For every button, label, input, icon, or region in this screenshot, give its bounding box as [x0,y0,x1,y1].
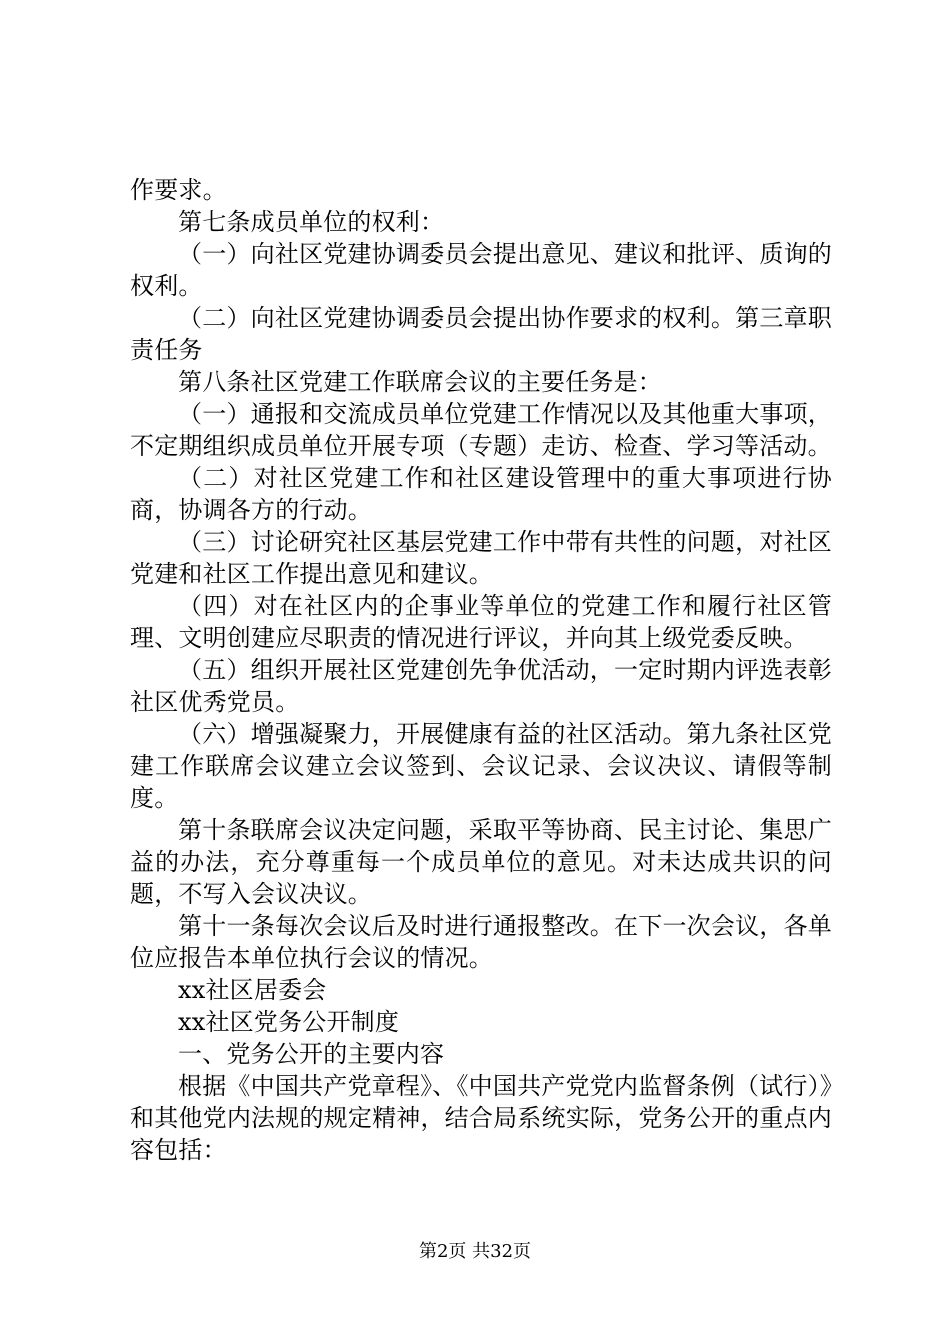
section-title: xx社区党务公开制度 [178,1008,400,1036]
signature-line: xx社区居委会 [178,976,327,1004]
paragraph: （三）讨论研究社区基层党建工作中带有共性的问题，对社区党建和社区工作提出意见和建议。 [130,528,832,588]
paragraph: （二）对社区党建工作和社区建设管理中的重大事项进行协商，协调各方的行动。 [130,464,832,524]
paragraph: （四）对在社区内的企事业等单位的党建工作和履行社区管理、文明创建应尽职责的情况进行评议，并向其上级党委反映。 [130,592,832,652]
paragraph: 作要求。 [130,176,227,204]
paragraph: 第八条社区党建工作联席会议的主要任务是： [178,368,662,396]
paragraph: 第七条成员单位的权利： [178,208,445,236]
paragraph: 第十条联席会议决定问题，采取平等协商、民主讨论、集思广益的办法，充分尊重每一个成员单位的意见。对未达成共识的问题，不写入会议决议。 [130,816,832,908]
page-number-footer: 第2页 共32页 [418,1241,532,1262]
paragraph: 根据《中国共产党章程》、《中国共产党党内监督条例（试行）》和其他党内法规的规定精神，结合局系统实际，党务公开的重点内容包括： [130,1072,832,1164]
paragraph: （二）向社区党建协调委员会提出协作要求的权利。第三章职责任务 [130,304,832,364]
paragraph: （五）组织开展社区党建创先争优活动，一定时期内评选表彰社区优秀党员。 [130,656,832,716]
section-heading: 一、党务公开的主要内容 [178,1040,445,1068]
paragraph: （六）增强凝聚力，开展健康有益的社区活动。第九条社区党建工作联席会议建立会议签到、会议记录、会议决议、请假等制度。 [130,720,832,812]
paragraph: （一）通报和交流成员单位党建工作情况以及其他重大事项，不定期组织成员单位开展专项（专题）走访、检查、学习等活动。 [130,400,832,460]
paragraph: （一）向社区党建协调委员会提出意见、建议和批评、质询的权利。 [130,240,832,300]
document-body [130,174,832,1166]
paragraph: 第十一条每次会议后及时进行通报整改。在下一次会议，各单位应报告本单位执行会议的情况。 [130,912,832,972]
